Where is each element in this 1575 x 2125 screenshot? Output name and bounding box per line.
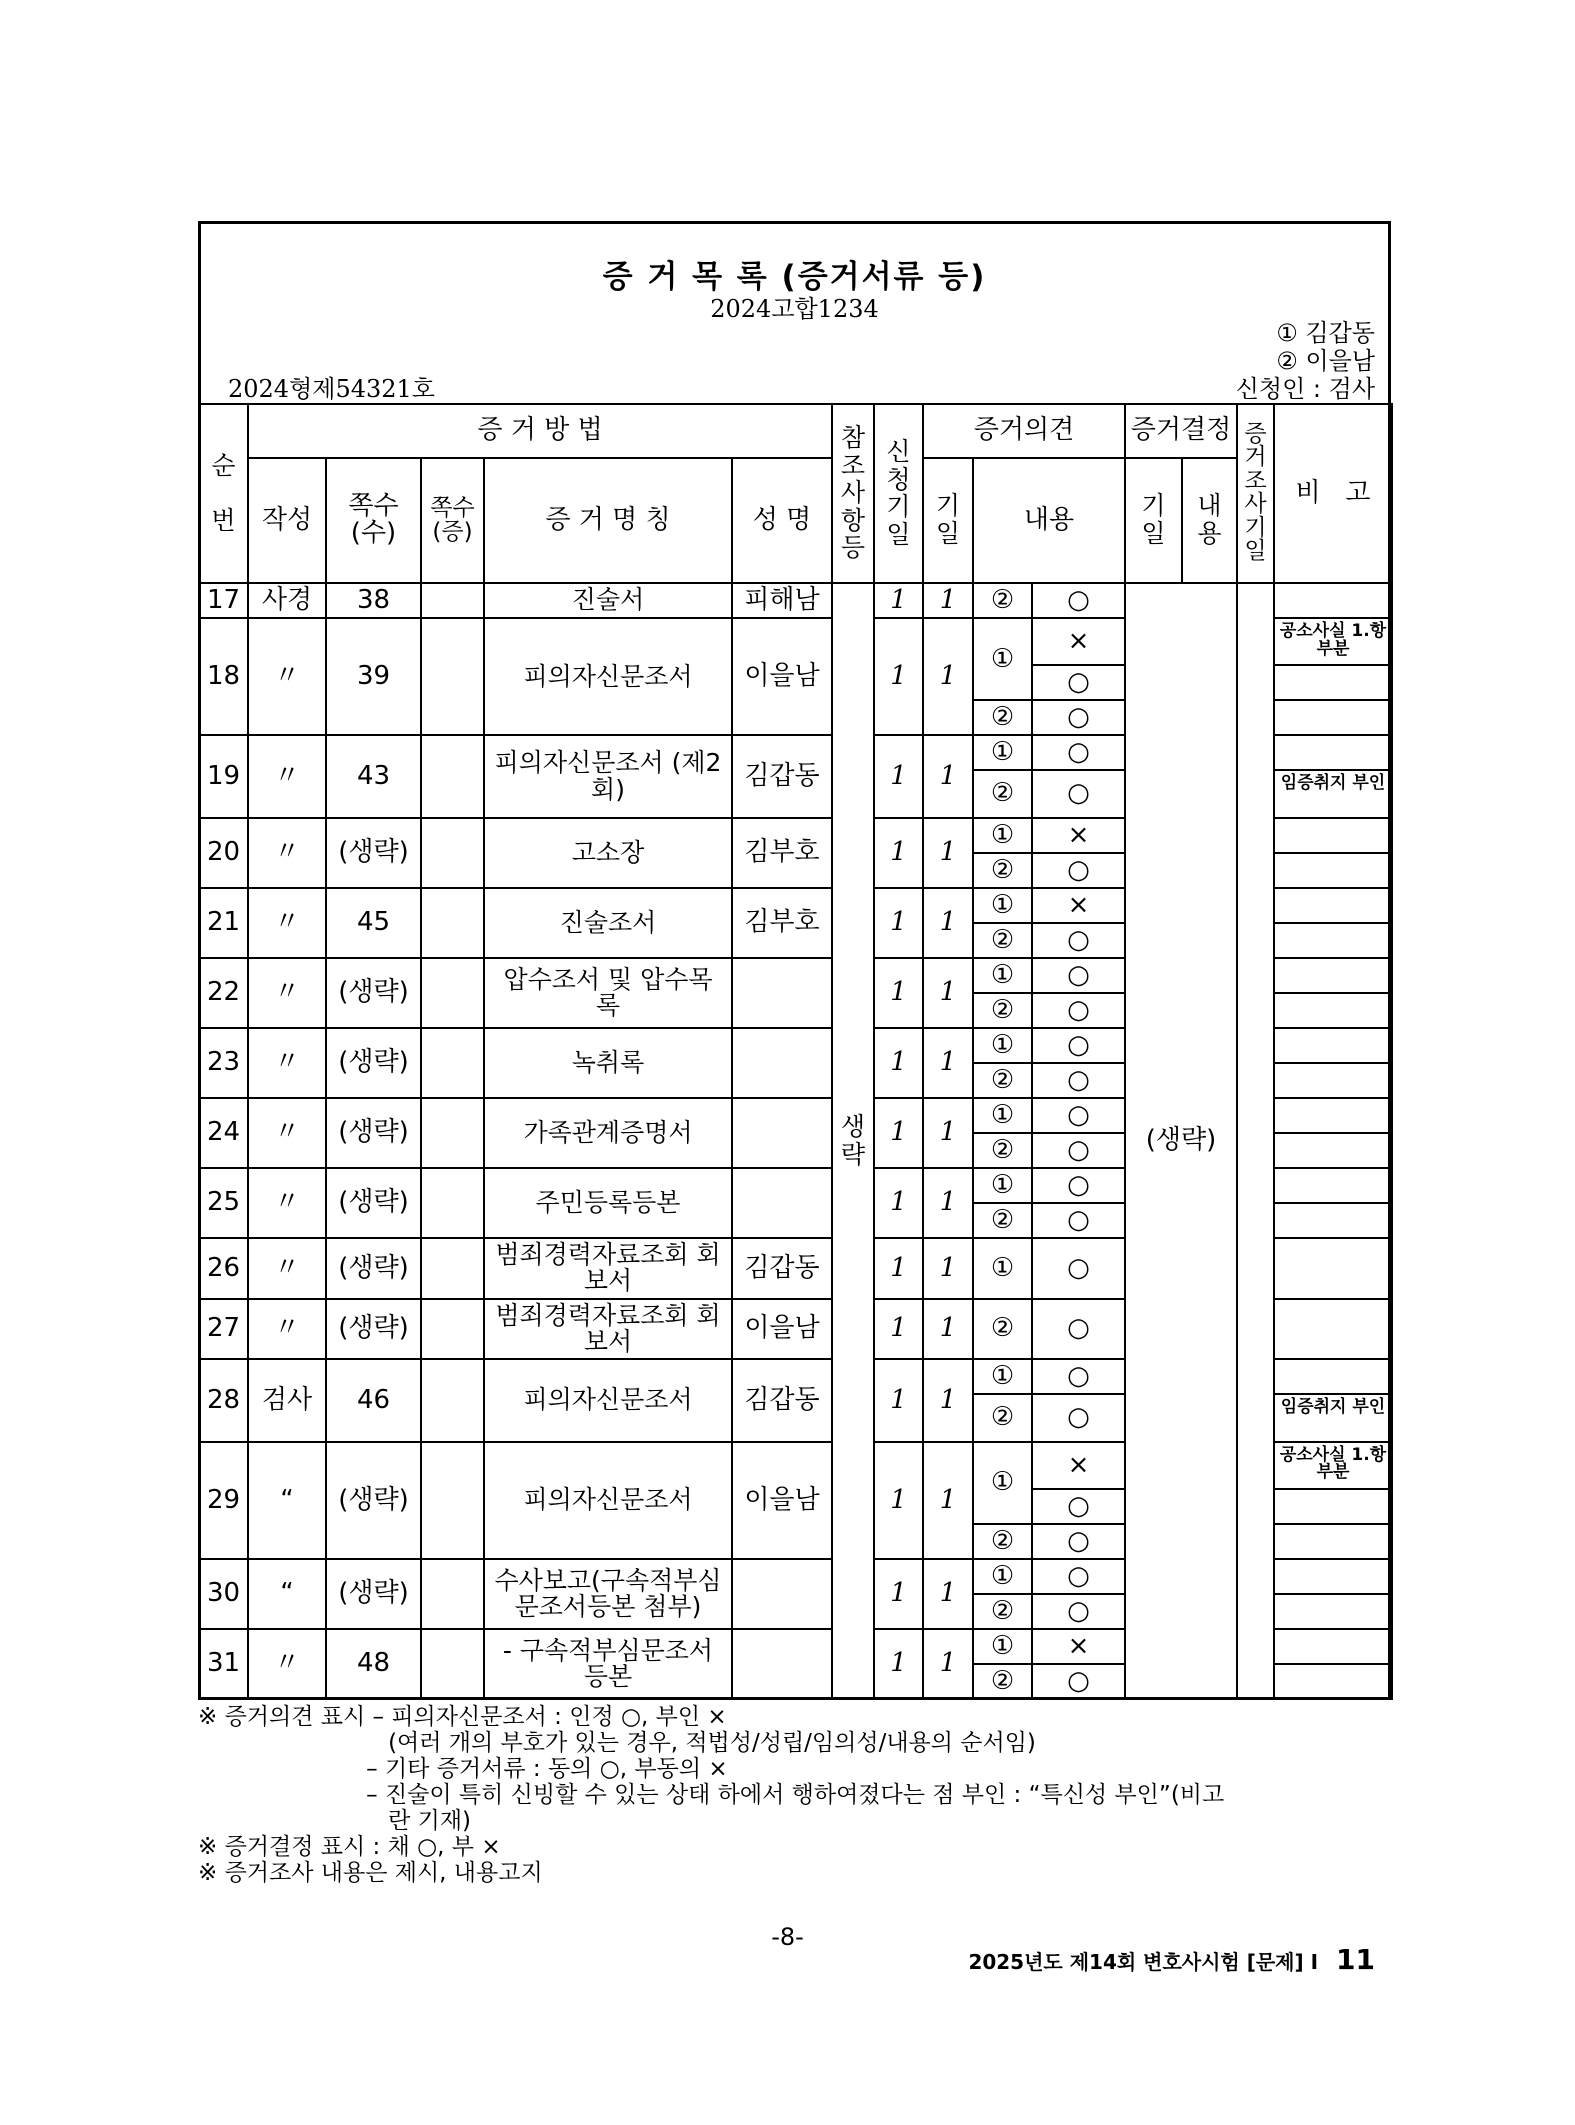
cell-person: 김갑동 — [732, 1359, 832, 1441]
cell-opinion-party: ② — [973, 1133, 1032, 1168]
cell-person — [732, 1559, 832, 1629]
cell-remarks — [1274, 583, 1392, 618]
cell-person: 김부호 — [732, 888, 832, 958]
cell-remarks — [1274, 1664, 1392, 1699]
cell-evidence-name: 주민등록등본 — [484, 1168, 732, 1238]
remark-text: 공소사실 1.항 부분 — [1279, 1444, 1387, 1483]
cell-pages-evid — [421, 888, 484, 958]
cell-pages: (생략) — [326, 1028, 421, 1098]
cell-opinion-date: 1 — [923, 958, 973, 1028]
cell-remarks — [1274, 1203, 1392, 1238]
cell-remarks — [1274, 735, 1392, 770]
cell-pages: 45 — [326, 888, 421, 958]
applicant-1: ① 김갑동 — [1276, 319, 1375, 347]
cell-seq: 19 — [199, 735, 248, 817]
col-decision-content: 내 용 — [1182, 458, 1237, 584]
cell-remarks — [1274, 1133, 1392, 1168]
cell-apply-date: 1 — [874, 1359, 923, 1441]
col-opinion-date: 기 일 — [923, 458, 973, 584]
cell-pages: (생략) — [326, 958, 421, 1028]
cell-opinion-value: ○ — [1032, 1594, 1125, 1629]
cell-seq: 20 — [199, 818, 248, 888]
cell-seq: 17 — [199, 583, 248, 618]
cell-opinion-party: ① — [973, 1359, 1032, 1394]
col-page-evid: 쪽수 (증) — [421, 458, 484, 584]
cell-author: 〃 — [248, 1238, 326, 1299]
cell-author: 〃 — [248, 1299, 326, 1360]
applicant-role: 신청인 : 검사 — [1235, 375, 1375, 403]
cell-author: 〃 — [248, 735, 326, 817]
cell-author: 사경 — [248, 583, 326, 618]
remark-text: 공소사실 1.항 부분 — [1279, 621, 1387, 659]
col-decision-date: 기 일 — [1125, 458, 1182, 584]
cell-apply-date: 1 — [874, 735, 923, 817]
cell-remarks — [1274, 1559, 1392, 1594]
cell-pages-evid — [421, 1442, 484, 1559]
cell-evidence-name: 수사보고(구속적부심 문조서등본 첨부) — [484, 1559, 732, 1629]
cell-remarks — [1274, 1359, 1392, 1394]
cell-opinion-party: ① — [973, 1442, 1032, 1524]
cell-pages: (생략) — [326, 818, 421, 888]
case-number: 2024고합1234 — [710, 295, 879, 323]
cell-author: 〃 — [248, 618, 326, 735]
cell-seq: 29 — [199, 1442, 248, 1559]
cell-opinion-party: ① — [973, 1629, 1032, 1664]
cell-remarks — [1274, 993, 1392, 1028]
cell-remarks — [1274, 888, 1392, 923]
cell-reference-omitted: 생 략 — [832, 583, 874, 1699]
cell-opinion-value: ○ — [1032, 665, 1125, 700]
cell-person — [732, 1028, 832, 1098]
cell-opinion-date: 1 — [923, 1629, 973, 1699]
cell-opinion-value: ○ — [1032, 1664, 1125, 1699]
cell-pages: 38 — [326, 583, 421, 618]
cell-opinion-value: ○ — [1032, 770, 1125, 817]
cell-opinion-date: 1 — [923, 1238, 973, 1299]
cell-remarks — [1274, 1063, 1392, 1098]
cell-remarks — [1274, 958, 1392, 993]
cell-person: 김부호 — [732, 818, 832, 888]
cell-remarks — [1274, 1028, 1392, 1063]
cell-opinion-party: ② — [973, 1063, 1032, 1098]
cell-opinion-date: 1 — [923, 888, 973, 958]
cell-evidence-name: 범죄경력자료조회 회보서 — [484, 1238, 732, 1299]
cell-remarks — [1274, 818, 1392, 853]
cell-author: 〃 — [248, 1168, 326, 1238]
cell-pages-evid — [421, 1559, 484, 1629]
cell-seq: 21 — [199, 888, 248, 958]
cell-opinion-value: ○ — [1032, 735, 1125, 770]
cell-remarks — [1274, 853, 1392, 888]
note-line: 란 기재) — [198, 1808, 472, 1834]
remark-text: 임증취지 부인 — [1280, 1397, 1386, 1418]
cell-apply-date: 1 — [874, 1629, 923, 1699]
cell-person — [732, 1168, 832, 1238]
cell-opinion-party: ② — [973, 853, 1032, 888]
cell-seq: 24 — [199, 1098, 248, 1168]
cell-apply-date: 1 — [874, 1028, 923, 1098]
document-header — [198, 221, 1391, 403]
cell-opinion-party: ② — [973, 770, 1032, 817]
cell-seq: 27 — [199, 1299, 248, 1360]
cell-remarks — [1274, 1394, 1392, 1441]
cell-evidence-name: 진술조서 — [484, 888, 732, 958]
cell-person: 피해남 — [732, 583, 832, 618]
cell-opinion-date: 1 — [923, 618, 973, 735]
cell-person: 김갑동 — [732, 735, 832, 817]
cell-opinion-value: × — [1032, 1629, 1125, 1664]
cell-pages-evid — [421, 1028, 484, 1098]
page-number: -8- — [771, 1923, 804, 1951]
cell-opinion-date: 1 — [923, 1168, 973, 1238]
cell-opinion-value: × — [1032, 888, 1125, 923]
col-author: 작성 — [248, 458, 326, 584]
cell-pages: (생략) — [326, 1442, 421, 1559]
cell-opinion-value: ○ — [1032, 1098, 1125, 1133]
cell-author: 〃 — [248, 958, 326, 1028]
cell-pages: (생략) — [326, 1168, 421, 1238]
note-line: – 기타 증거서류 : 동의 ○, 부동의 × — [198, 1756, 728, 1782]
notes-section — [198, 1704, 1398, 1886]
cell-author: “ — [248, 1442, 326, 1559]
cell-opinion-date: 1 — [923, 1098, 973, 1168]
cell-opinion-value: ○ — [1032, 1394, 1125, 1441]
col-seq: 순 번 — [199, 404, 248, 583]
cell-opinion-value: ○ — [1032, 958, 1125, 993]
cell-opinion-party: ① — [973, 818, 1032, 853]
cell-seq: 18 — [199, 618, 248, 735]
cell-apply-date: 1 — [874, 1098, 923, 1168]
cell-remarks — [1274, 1442, 1392, 1489]
cell-pages-evid — [421, 1238, 484, 1299]
cell-apply-date: 1 — [874, 583, 923, 618]
cell-apply-date: 1 — [874, 1299, 923, 1360]
cell-opinion-value: ○ — [1032, 853, 1125, 888]
cell-opinion-party: ① — [973, 888, 1032, 923]
cell-apply-date: 1 — [874, 888, 923, 958]
cell-opinion-value: ○ — [1032, 700, 1125, 735]
col-reference: 참 조 사 항 등 — [832, 404, 874, 583]
table-row — [199, 583, 1392, 618]
cell-opinion-value: ○ — [1032, 993, 1125, 1028]
cell-pages-evid — [421, 1098, 484, 1168]
cell-apply-date: 1 — [874, 1168, 923, 1238]
cell-opinion-party: ① — [973, 1238, 1032, 1299]
cell-person — [732, 1098, 832, 1168]
cell-remarks — [1274, 770, 1392, 817]
cell-pages: 43 — [326, 735, 421, 817]
cell-apply-date: 1 — [874, 958, 923, 1028]
cell-opinion-date: 1 — [923, 1442, 973, 1559]
footer: 2025년도 제14회 변호사시험 [문제] Ⅰ 11 — [968, 1943, 1375, 1976]
cell-remarks — [1274, 618, 1392, 665]
col-apply-date: 신 청 기 일 — [874, 404, 923, 583]
cell-opinion-party: ② — [973, 1594, 1032, 1629]
applicant-2: ② 이을남 — [1276, 347, 1375, 375]
cell-opinion-party: ② — [973, 1299, 1032, 1360]
cell-pages-evid — [421, 1629, 484, 1699]
cell-remarks — [1274, 1629, 1392, 1664]
cell-opinion-party: ① — [973, 1028, 1032, 1063]
cell-opinion-party: ① — [973, 735, 1032, 770]
col-evidence-name: 증 거 명 칭 — [484, 458, 732, 584]
col-method: 증 거 방 법 — [248, 404, 832, 458]
cell-pages-evid — [421, 735, 484, 817]
cell-remarks — [1274, 1594, 1392, 1629]
cell-person: 이을남 — [732, 1299, 832, 1360]
cell-seq: 26 — [199, 1238, 248, 1299]
cell-seq: 30 — [199, 1559, 248, 1629]
cell-opinion-value: ○ — [1032, 1168, 1125, 1203]
cell-author: 〃 — [248, 1028, 326, 1098]
cell-remarks — [1274, 1299, 1392, 1360]
cell-apply-date: 1 — [874, 618, 923, 735]
note-line: (여러 개의 부호가 있는 경우, 적법성/성립/임의성/내용의 순서임) — [198, 1730, 1036, 1756]
col-investigation-date: 증 거 조 사 기 일 — [1237, 404, 1274, 583]
cell-evidence-name: - 구속적부심문조서 등본 — [484, 1629, 732, 1699]
col-decision: 증거결정 — [1125, 404, 1237, 458]
cell-remarks — [1274, 923, 1392, 958]
cell-opinion-value: × — [1032, 618, 1125, 665]
remark-text: 임증취지 부인 — [1280, 773, 1386, 794]
cell-opinion-party: ② — [973, 993, 1032, 1028]
cell-pages-evid — [421, 818, 484, 888]
cell-pages: (생략) — [326, 1238, 421, 1299]
cell-opinion-value: ○ — [1032, 1489, 1125, 1524]
cell-opinion-value: ○ — [1032, 1028, 1125, 1063]
cell-author: 〃 — [248, 888, 326, 958]
cell-opinion-party: ② — [973, 1524, 1032, 1559]
cell-decision-omitted: (생략) — [1125, 583, 1237, 1699]
cell-pages: (생략) — [326, 1559, 421, 1629]
cell-apply-date: 1 — [874, 1559, 923, 1629]
page-title: 증 거 목 록 (증거서류 등) — [602, 259, 987, 295]
cell-pages-evid — [421, 1359, 484, 1441]
cell-pages-evid — [421, 1299, 484, 1360]
cell-opinion-value: ○ — [1032, 1133, 1125, 1168]
crime-number: 2024형제54321호 — [228, 375, 435, 403]
cell-author: “ — [248, 1559, 326, 1629]
cell-pages-evid — [421, 618, 484, 735]
cell-opinion-party: ② — [973, 1203, 1032, 1238]
cell-pages-evid — [421, 1168, 484, 1238]
cell-evidence-name: 피의자신문조서 — [484, 1442, 732, 1559]
cell-person — [732, 1629, 832, 1699]
cell-remarks — [1274, 700, 1392, 735]
cell-remarks — [1274, 1238, 1392, 1299]
note-line: ※ 증거조사 내용은 제시, 내용고지 — [198, 1860, 543, 1886]
cell-investigation-date — [1237, 583, 1274, 1699]
cell-author: 〃 — [248, 1098, 326, 1168]
cell-pages: 48 — [326, 1629, 421, 1699]
cell-person: 이을남 — [732, 1442, 832, 1559]
cell-opinion-value: ○ — [1032, 1359, 1125, 1394]
cell-opinion-date: 1 — [923, 1299, 973, 1360]
note-line: ※ 증거의견 표시 – 피의자신문조서 : 인정 ○, 부인 × — [198, 1704, 727, 1730]
cell-opinion-party: ② — [973, 700, 1032, 735]
cell-evidence-name: 진술서 — [484, 583, 732, 618]
cell-seq: 28 — [199, 1359, 248, 1441]
cell-opinion-party: ② — [973, 1664, 1032, 1699]
col-opinion: 증거의견 — [923, 404, 1125, 458]
cell-seq: 22 — [199, 958, 248, 1028]
cell-author: 검사 — [248, 1359, 326, 1441]
col-opinion-content: 내용 — [973, 458, 1125, 584]
cell-evidence-name: 피의자신문조서 (제2회) — [484, 735, 732, 817]
cell-opinion-date: 1 — [923, 1559, 973, 1629]
cell-remarks — [1274, 1489, 1392, 1524]
cell-opinion-date: 1 — [923, 735, 973, 817]
note-line: ※ 증거결정 표시 : 채 ○, 부 × — [198, 1834, 501, 1860]
col-page-count: 쪽수 (수) — [326, 458, 421, 584]
cell-opinion-date: 1 — [923, 1028, 973, 1098]
cell-pages: 46 — [326, 1359, 421, 1441]
cell-author: 〃 — [248, 1629, 326, 1699]
cell-apply-date: 1 — [874, 1442, 923, 1559]
cell-opinion-value: ○ — [1032, 1559, 1125, 1594]
cell-seq: 25 — [199, 1168, 248, 1238]
cell-opinion-party: ② — [973, 923, 1032, 958]
cell-opinion-value: ○ — [1032, 1299, 1125, 1360]
note-line: – 진술이 특히 신빙할 수 있는 상태 하에서 행하여졌다는 점 부인 : “특신성 부인”(비고 — [198, 1782, 1225, 1808]
cell-pages: (생략) — [326, 1299, 421, 1360]
cell-opinion-value: ○ — [1032, 1063, 1125, 1098]
cell-apply-date: 1 — [874, 1238, 923, 1299]
cell-opinion-date: 1 — [923, 1359, 973, 1441]
cell-evidence-name: 녹취록 — [484, 1028, 732, 1098]
cell-apply-date: 1 — [874, 818, 923, 888]
cell-remarks — [1274, 1098, 1392, 1133]
cell-evidence-name: 압수조서 및 압수목록 — [484, 958, 732, 1028]
cell-opinion-party: ② — [973, 1394, 1032, 1441]
cell-opinion-party: ① — [973, 1168, 1032, 1203]
cell-seq: 23 — [199, 1028, 248, 1098]
cell-opinion-value: ○ — [1032, 1238, 1125, 1299]
cell-person — [732, 958, 832, 1028]
evidence-table — [198, 403, 1393, 1700]
cell-evidence-name: 피의자신문조서 — [484, 618, 732, 735]
cell-opinion-party: ② — [973, 583, 1032, 618]
col-remarks: 비 고 — [1274, 404, 1392, 583]
cell-pages-evid — [421, 958, 484, 1028]
cell-remarks — [1274, 1524, 1392, 1559]
cell-opinion-value: × — [1032, 818, 1125, 853]
cell-opinion-date: 1 — [923, 818, 973, 888]
cell-opinion-value: ○ — [1032, 1524, 1125, 1559]
cell-opinion-party: ① — [973, 618, 1032, 700]
cell-opinion-value: ○ — [1032, 583, 1125, 618]
cell-opinion-party: ① — [973, 1098, 1032, 1133]
cell-opinion-value: ○ — [1032, 1203, 1125, 1238]
cell-remarks — [1274, 665, 1392, 700]
cell-person: 이을남 — [732, 618, 832, 735]
cell-opinion-party: ① — [973, 1559, 1032, 1594]
cell-author: 〃 — [248, 818, 326, 888]
cell-remarks — [1274, 1168, 1392, 1203]
cell-evidence-name: 피의자신문조서 — [484, 1359, 732, 1441]
cell-pages: (생략) — [326, 1098, 421, 1168]
cell-opinion-value: ○ — [1032, 923, 1125, 958]
col-person-name: 성 명 — [732, 458, 832, 584]
cell-evidence-name: 고소장 — [484, 818, 732, 888]
cell-person: 김갑동 — [732, 1238, 832, 1299]
cell-opinion-party: ① — [973, 958, 1032, 993]
cell-evidence-name: 범죄경력자료조회 회보서 — [484, 1299, 732, 1360]
cell-seq: 31 — [199, 1629, 248, 1699]
cell-evidence-name: 가족관계증명서 — [484, 1098, 732, 1168]
cell-pages-evid — [421, 583, 484, 618]
cell-opinion-date: 1 — [923, 583, 973, 618]
cell-opinion-value: × — [1032, 1442, 1125, 1489]
cell-pages: 39 — [326, 618, 421, 735]
